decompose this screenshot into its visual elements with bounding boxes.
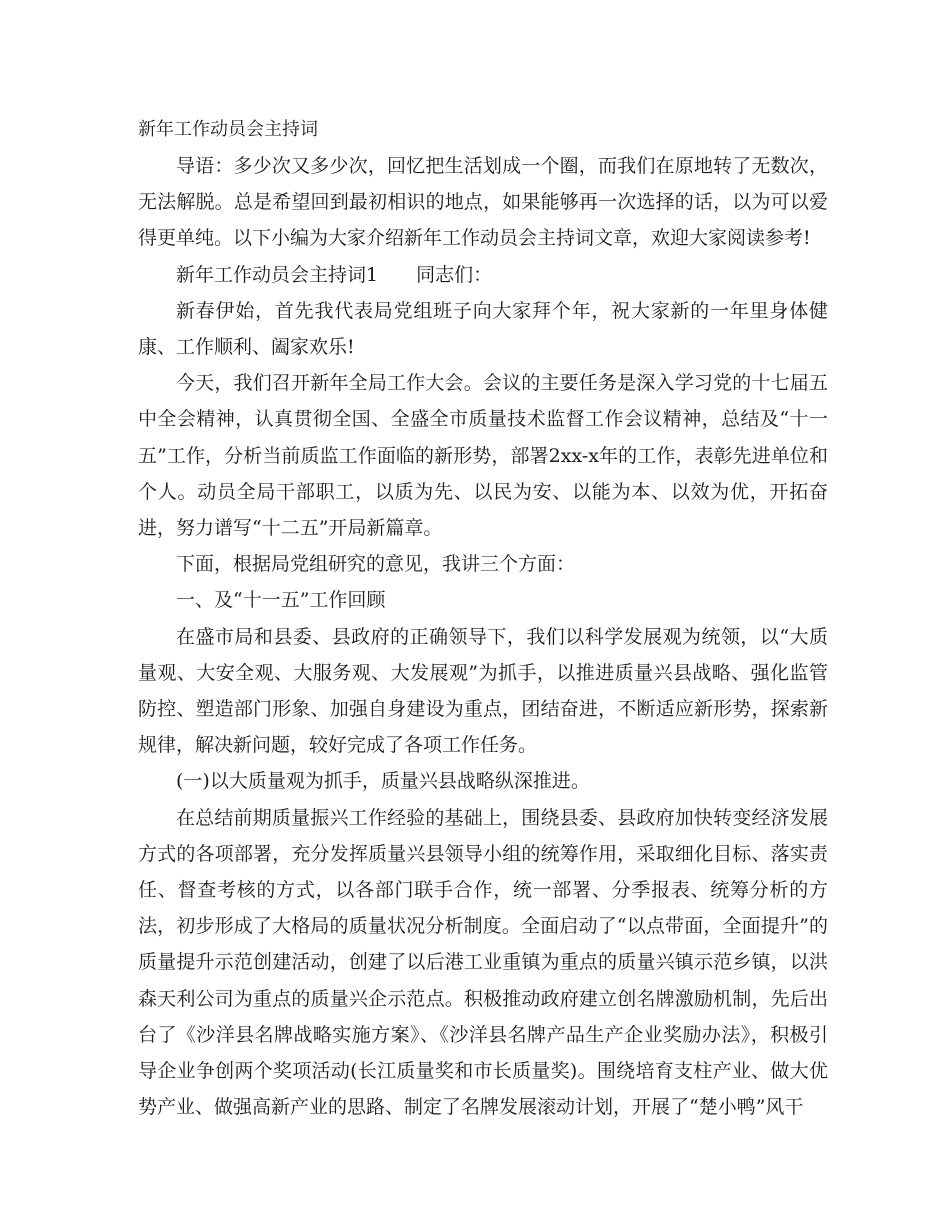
speech-heading: 新年工作动员会主持词1 同志们： — [176, 263, 493, 286]
subsection-heading-1: (一)以大质量观为抓手，质量兴县战略纵深推进。 — [176, 770, 590, 793]
outline-paragraph: 下面，根据局党组研究的意见，我讲三个方面： — [176, 553, 576, 576]
quality-strategy-paragraph: 在总结前期质量振兴工作经验的基础上，围绕县委、县政府加快转变经济发展方式的各项部署，充分发挥质量兴县领导小组的统筹作用，采取细化目标、落实责任、督查考核的方式，以各部门联手合作，统一部署、分季报表、统筹分析的方法，初步形成了大格局的质量状况分析制度。全面启动了“以点带面，全面提升”的质量提升示范创建活动，创建了以后港工业重镇为重点的质量兴镇示范乡镇，以洪森天利公司为重点的质量兴企示范点。积极推动政府建立创名牌激励机制，先后出台了《沙洋县名牌战略实施方案》、《沙洋县名牌产品生产企业奖励办法》，积极引导企业争创两个奖项活动(长江质量奖和市长质量奖)。围绕培育支柱产业、做大优势产业、做强高新产业的思路、制定了名牌发展滚动计划，开展了“楚小鸭”风干 — [138, 806, 828, 1119]
document-page — [138, 112, 828, 1125]
meeting-tasks-paragraph: 今天，我们召开新年全局工作大会。会议的主要任务是深入学习党的十七届五中全会精神，认真贯彻全国、全盛全市质量技术监督工作会议精神，总结及“十一五”工作，分析当前质监工作面临的新形势，部署2xx-x年的工作，表彰先进单位和个人。动员全局干部职工，以质为先、以民为安、以能为本、以效为优，开拓奋进，努力谱写“十二五”开局新篇章。 — [138, 372, 828, 540]
document-title: 新年工作动员会主持词 — [138, 119, 318, 140]
intro-paragraph: 导语：多少次又多少次，回忆把生活划成一个圈，而我们在原地转了无数次，无法解脱。总是希望回到最初相识的地点，如果能够再一次选择的话，以为可以爱得更单纯。以下小编为大家介绍新年工作动员会主持词文章，欢迎大家阅读参考! — [138, 155, 828, 250]
review-paragraph: 在盛市局和县委、县政府的正确领导下，我们以科学发展观为统领，以“大质量观、大安全观、大服务观、大发展观”为抓手，以推进质量兴县战略、强化监管防控、塑造部门形象、加强自身建设为重点，团结奋进，不断适应新形势，探索新规律，解决新问题，较好完成了各项工作任务。 — [138, 625, 828, 757]
greeting-paragraph: 新春伊始，首先我代表局党组班子向大家拜个年，祝大家新的一年里身体健康、工作顺利、阖家欢乐! — [138, 299, 828, 359]
section-heading-1: 一、及“十一五”工作回顾 — [176, 589, 386, 612]
